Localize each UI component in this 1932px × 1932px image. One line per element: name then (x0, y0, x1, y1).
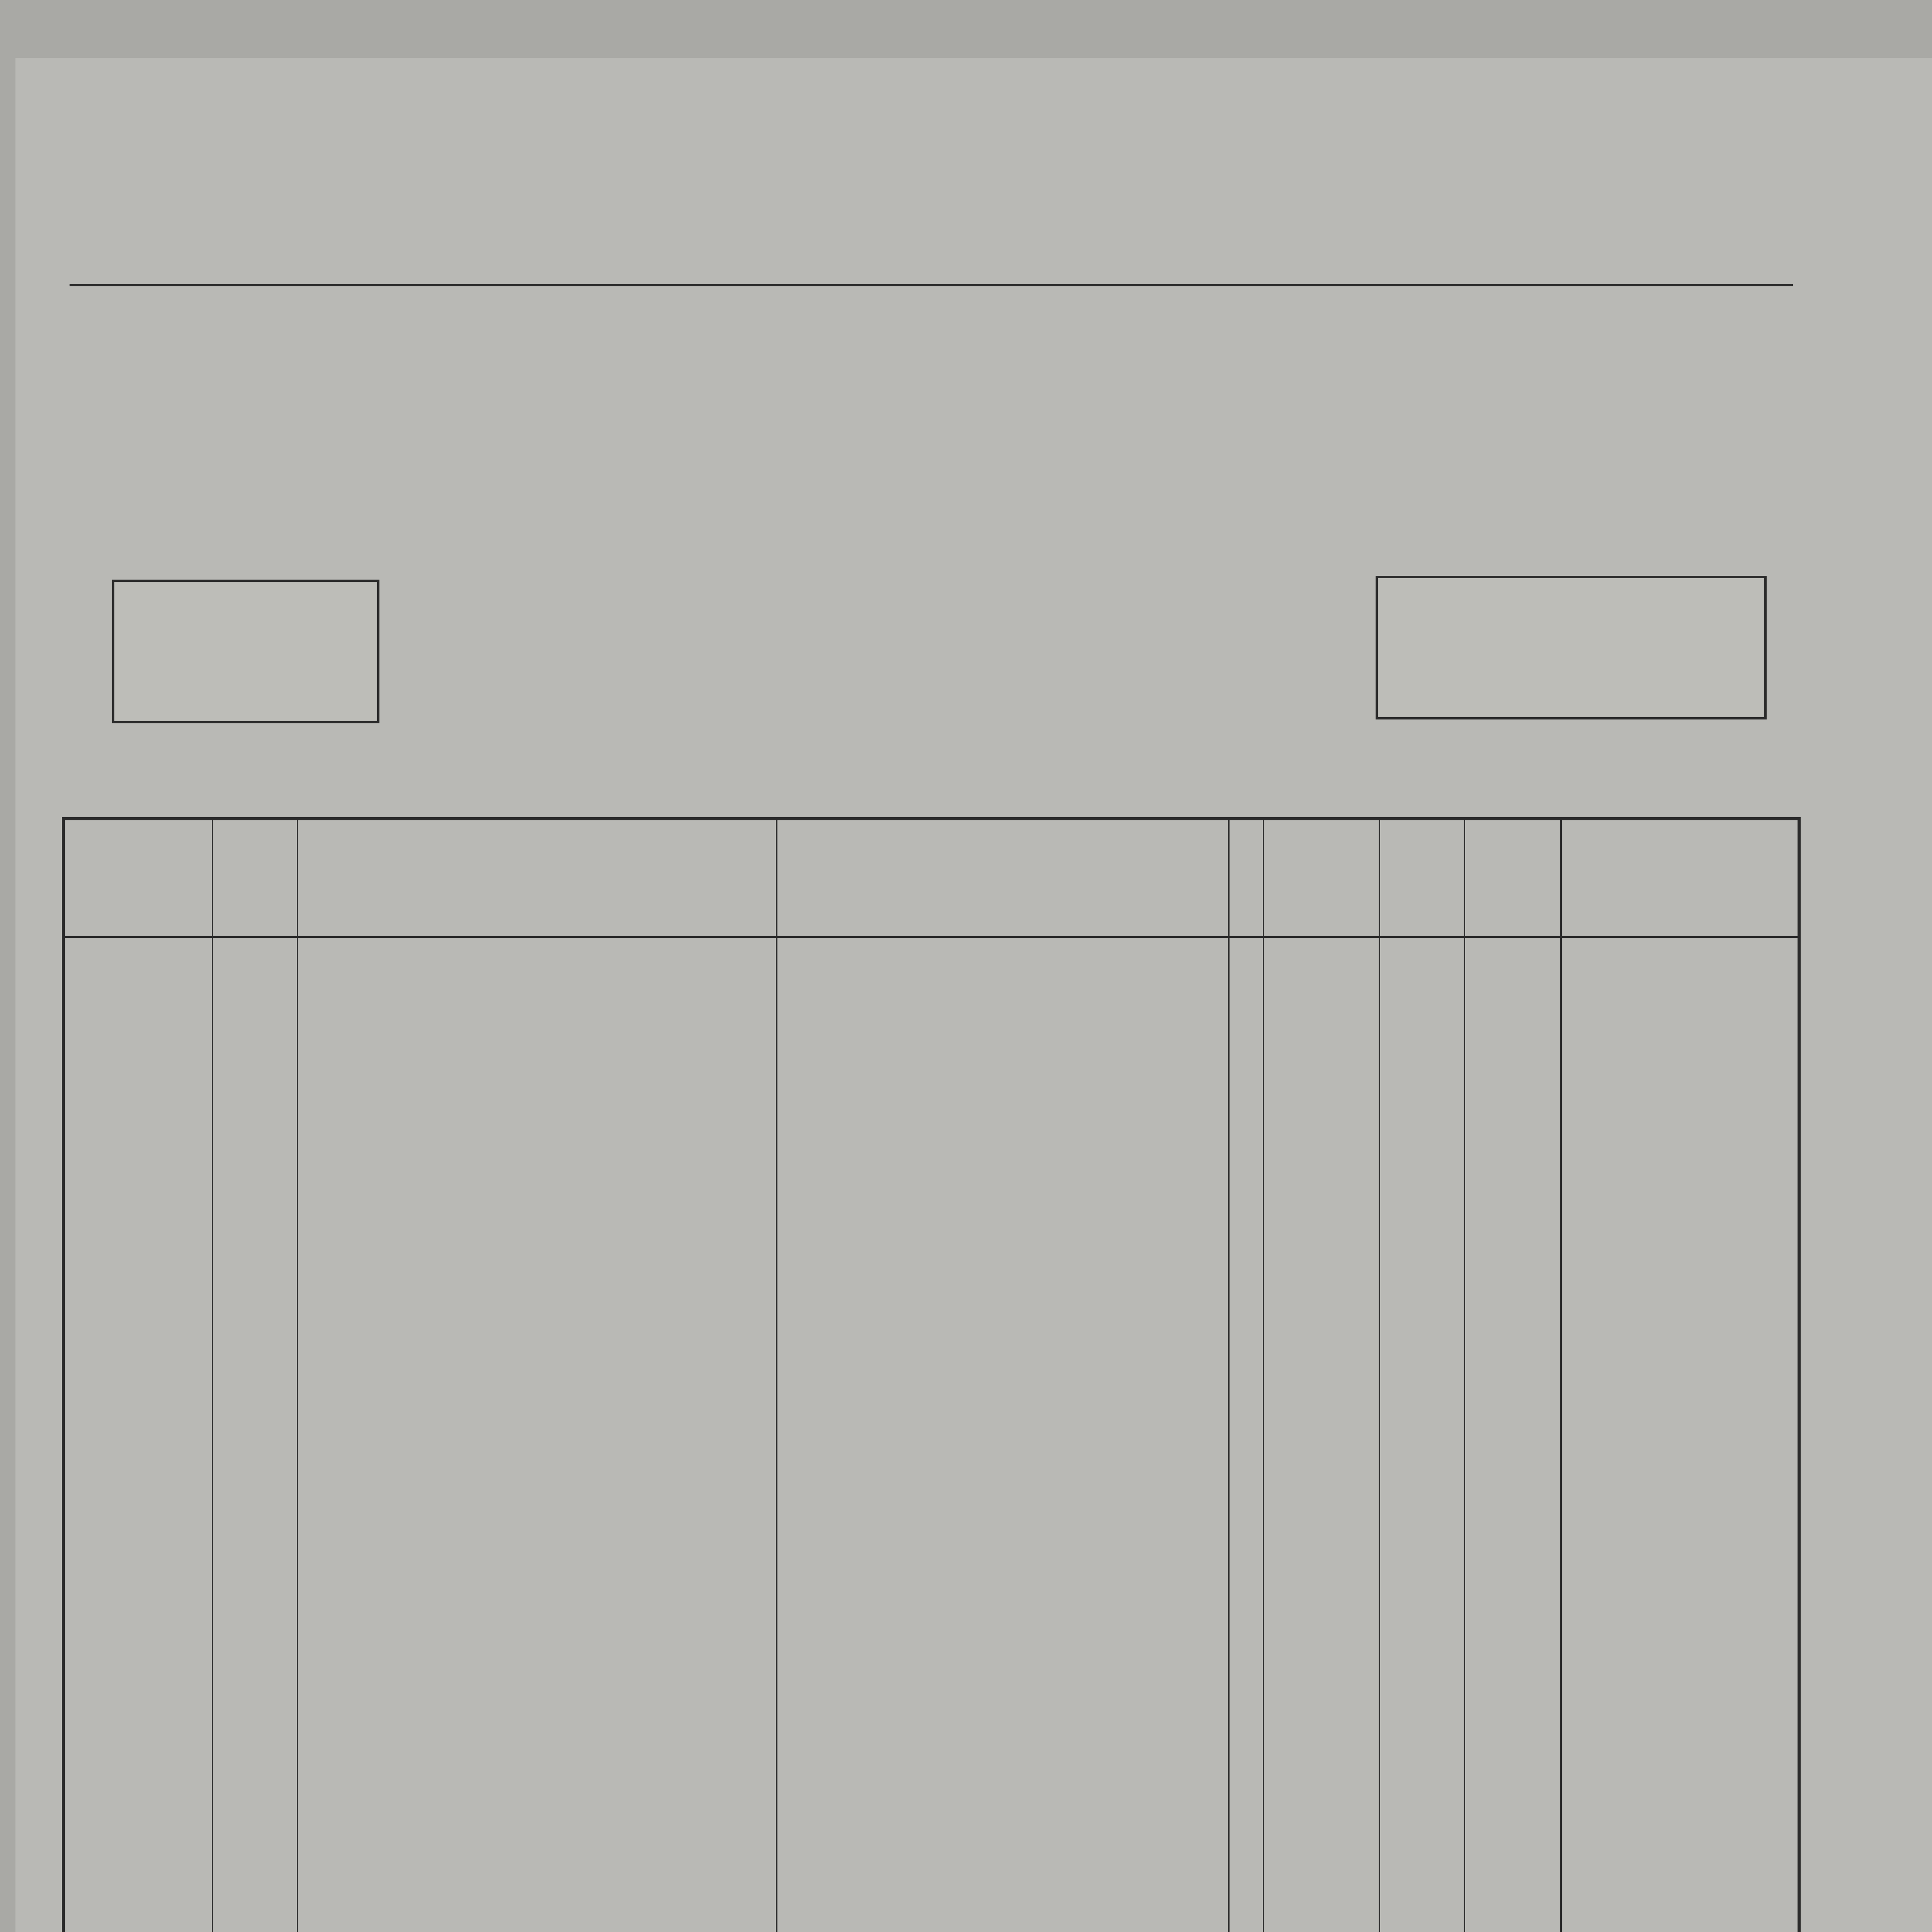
col-divider (1464, 820, 1465, 1932)
header-rule (65, 936, 1798, 938)
col-divider (212, 820, 213, 1932)
col-divider (1228, 820, 1230, 1932)
masthead-rule (70, 284, 1793, 286)
subscriptions-box-left (112, 580, 379, 723)
subscriptions-box-right (1376, 576, 1767, 719)
subscriptions-heading (1378, 578, 1764, 583)
col-divider (776, 820, 777, 1932)
quotation-table (62, 817, 1801, 1932)
subscriptions-heading (114, 582, 377, 587)
col-divider (1379, 820, 1380, 1932)
col-divider (1560, 820, 1562, 1932)
col-divider (1263, 820, 1264, 1932)
col-divider (297, 820, 298, 1932)
